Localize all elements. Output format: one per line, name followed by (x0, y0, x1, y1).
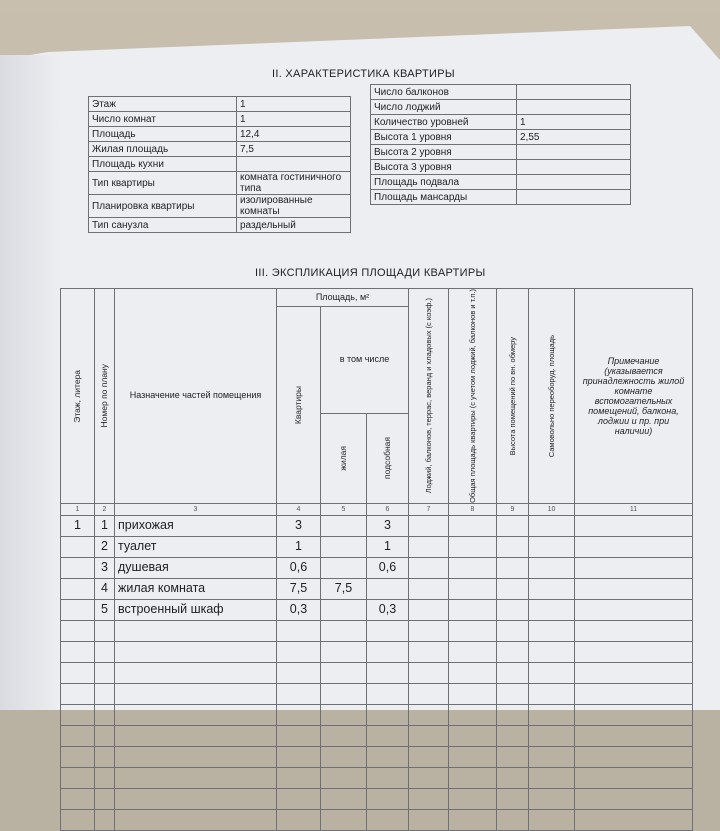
table-row (61, 662, 693, 683)
cell-empty (529, 704, 575, 725)
characteristic-label: Высота 1 уровня (371, 130, 517, 145)
characteristic-value: 2,55 (517, 130, 631, 145)
cell-empty (575, 599, 693, 620)
section3-title: III. ЭКСПЛИКАЦИЯ ПЛОЩАДИ КВАРТИРЫ (255, 267, 486, 279)
cell-plan-number: 4 (95, 578, 115, 599)
header-loggia: Лоджий, балконов, террас, веранд и хладовых (с коэф.) (409, 289, 449, 504)
characteristic-value: комната гостиничного типа (237, 172, 351, 195)
cell-auxiliary-area (367, 578, 409, 599)
table-row (61, 767, 693, 788)
cell-empty (529, 746, 575, 767)
cell-empty (367, 746, 409, 767)
characteristic-label: Площадь мансарды (371, 190, 517, 205)
characteristic-row (371, 115, 631, 130)
column-index-cell: 4 (277, 503, 321, 515)
characteristic-row (371, 145, 631, 160)
cell-empty (575, 662, 693, 683)
cell-empty (367, 788, 409, 809)
characteristic-row (89, 157, 351, 172)
cell-empty (367, 662, 409, 683)
cell-empty (529, 536, 575, 557)
characteristic-label: Площадь кухни (89, 157, 237, 172)
cell-empty (575, 557, 693, 578)
cell-apartment-area: 3 (277, 515, 321, 536)
cell-empty (575, 536, 693, 557)
characteristic-value (517, 175, 631, 190)
cell-empty (321, 704, 367, 725)
characteristic-value (517, 160, 631, 175)
header-purpose: Назначение частей помещения (115, 289, 277, 504)
cell-empty (61, 725, 95, 746)
cell-floor (61, 557, 95, 578)
cell-empty (95, 704, 115, 725)
characteristic-label: Площадь (89, 127, 237, 142)
characteristic-row (89, 195, 351, 218)
header-note: Примечание (указывается принадлежность жилой комнате вспомогательных помещений, балкона, лоджии и пр. при наличии) (575, 289, 693, 504)
header-living: жилая (321, 413, 367, 503)
characteristic-row (371, 190, 631, 205)
column-index-cell: 10 (529, 503, 575, 515)
cell-empty (367, 704, 409, 725)
cell-apartment-area: 1 (277, 536, 321, 557)
cell-living-area (321, 599, 367, 620)
characteristic-row (89, 97, 351, 112)
cell-empty (575, 725, 693, 746)
cell-empty (449, 620, 497, 641)
cell-empty (529, 515, 575, 536)
cell-empty (115, 662, 277, 683)
cell-empty (115, 809, 277, 830)
characteristic-row (89, 112, 351, 127)
cell-floor (61, 599, 95, 620)
column-index-cell: 9 (497, 503, 529, 515)
cell-empty (529, 641, 575, 662)
characteristic-value (517, 100, 631, 115)
column-index-cell: 1 (61, 503, 95, 515)
cell-empty (409, 683, 449, 704)
cell-empty (497, 515, 529, 536)
characteristic-label: Число балконов (371, 85, 517, 100)
characteristic-value (517, 145, 631, 160)
column-index-cell: 6 (367, 503, 409, 515)
cell-auxiliary-area: 0,6 (367, 557, 409, 578)
cell-empty (61, 809, 95, 830)
cell-empty (575, 767, 693, 788)
cell-floor (61, 578, 95, 599)
cell-empty (409, 620, 449, 641)
section2-title: II. ХАРАКТЕРИСТИКА КВАРТИРЫ (272, 68, 455, 80)
cell-empty (409, 809, 449, 830)
cell-living-area: 7,5 (321, 578, 367, 599)
cell-empty (529, 599, 575, 620)
cell-empty (575, 788, 693, 809)
cell-empty (575, 683, 693, 704)
cell-empty (497, 788, 529, 809)
characteristic-label: Этаж (89, 97, 237, 112)
cell-empty (367, 809, 409, 830)
cell-apartment-area: 7,5 (277, 578, 321, 599)
cell-empty (321, 767, 367, 788)
cell-empty (497, 767, 529, 788)
cell-empty (115, 704, 277, 725)
cell-empty (321, 725, 367, 746)
characteristic-value: изолированные комнаты (237, 195, 351, 218)
cell-empty (529, 788, 575, 809)
characteristic-row (89, 218, 351, 233)
cell-empty (575, 578, 693, 599)
cell-empty (497, 620, 529, 641)
cell-empty (61, 683, 95, 704)
cell-empty (449, 683, 497, 704)
cell-purpose: жилая комната (115, 578, 277, 599)
table-row (61, 536, 693, 557)
cell-empty (449, 725, 497, 746)
cell-empty (409, 746, 449, 767)
cell-empty (277, 704, 321, 725)
cell-empty (95, 641, 115, 662)
cell-empty (321, 683, 367, 704)
cell-empty (367, 641, 409, 662)
characteristic-row (371, 130, 631, 145)
cell-empty (449, 515, 497, 536)
characteristic-label: Тип квартиры (89, 172, 237, 195)
cell-empty (277, 641, 321, 662)
cell-empty (367, 683, 409, 704)
cell-empty (95, 683, 115, 704)
cell-empty (575, 746, 693, 767)
cell-empty (529, 620, 575, 641)
cell-empty (61, 746, 95, 767)
cell-empty (449, 662, 497, 683)
cell-empty (449, 746, 497, 767)
table-row (61, 557, 693, 578)
cell-empty (409, 641, 449, 662)
cell-empty (95, 746, 115, 767)
cell-living-area (321, 536, 367, 557)
cell-living-area (321, 515, 367, 536)
cell-empty (409, 662, 449, 683)
apartment-characteristics-left (88, 96, 351, 233)
characteristic-label: Площадь подвала (371, 175, 517, 190)
page-fold-shadow (0, 55, 60, 710)
column-index-cell: 2 (95, 503, 115, 515)
header-including: в том числе (321, 307, 409, 414)
characteristic-row (371, 100, 631, 115)
cell-empty (409, 557, 449, 578)
cell-empty (95, 662, 115, 683)
characteristic-value: 12,4 (237, 127, 351, 142)
table-row (61, 809, 693, 830)
cell-empty (409, 578, 449, 599)
cell-empty (497, 746, 529, 767)
table-row (61, 620, 693, 641)
cell-purpose: встроенный шкаф (115, 599, 277, 620)
cell-empty (61, 767, 95, 788)
cell-empty (449, 599, 497, 620)
characteristic-label: Тип санузла (89, 218, 237, 233)
cell-apartment-area: 0,3 (277, 599, 321, 620)
cell-empty (409, 704, 449, 725)
cell-empty (449, 809, 497, 830)
cell-plan-number: 1 (95, 515, 115, 536)
cell-empty (529, 767, 575, 788)
cell-empty (61, 620, 95, 641)
header-floor: Этаж, литера (61, 289, 95, 504)
characteristic-value: 1 (517, 115, 631, 130)
cell-empty (529, 578, 575, 599)
characteristic-value (237, 157, 351, 172)
cell-empty (575, 515, 693, 536)
cell-living-area (321, 557, 367, 578)
cell-empty (497, 662, 529, 683)
cell-empty (61, 788, 95, 809)
header-self-built: Самовольно переоборуд. площадь (529, 289, 575, 504)
characteristic-value: 1 (237, 112, 351, 127)
table-row (61, 578, 693, 599)
cell-empty (277, 620, 321, 641)
cell-empty (115, 746, 277, 767)
cell-plan-number: 3 (95, 557, 115, 578)
cell-purpose: туалет (115, 536, 277, 557)
cell-empty (529, 557, 575, 578)
characteristic-row (89, 127, 351, 142)
cell-empty (449, 536, 497, 557)
cell-empty (115, 620, 277, 641)
cell-empty (409, 536, 449, 557)
cell-empty (321, 746, 367, 767)
characteristic-value (517, 85, 631, 100)
characteristic-row (89, 142, 351, 157)
cell-empty (409, 599, 449, 620)
cell-empty (115, 788, 277, 809)
cell-empty (95, 788, 115, 809)
header-area: Площадь, м² (277, 289, 409, 307)
characteristic-label: Планировка квартиры (89, 195, 237, 218)
cell-floor (61, 536, 95, 557)
cell-empty (277, 809, 321, 830)
area-explication-table (60, 288, 693, 831)
characteristic-label: Число лоджий (371, 100, 517, 115)
cell-empty (529, 725, 575, 746)
cell-empty (115, 767, 277, 788)
column-index-cell: 11 (575, 503, 693, 515)
cell-empty (367, 725, 409, 746)
cell-empty (449, 557, 497, 578)
cell-empty (61, 704, 95, 725)
cell-empty (409, 725, 449, 746)
characteristic-value: 7,5 (237, 142, 351, 157)
table-row (61, 746, 693, 767)
cell-empty (367, 767, 409, 788)
cell-empty (497, 557, 529, 578)
cell-empty (497, 725, 529, 746)
header-total-area: Общая площадь квартиры (с учетом лоджий, балконов и т.п.) (449, 289, 497, 504)
cell-empty (529, 662, 575, 683)
column-index-cell: 3 (115, 503, 277, 515)
cell-empty (321, 788, 367, 809)
cell-plan-number: 2 (95, 536, 115, 557)
cell-empty (497, 704, 529, 725)
cell-purpose: душевая (115, 557, 277, 578)
cell-auxiliary-area: 0,3 (367, 599, 409, 620)
column-index-cell: 7 (409, 503, 449, 515)
cell-empty (497, 641, 529, 662)
cell-empty (497, 536, 529, 557)
table-row (61, 788, 693, 809)
cell-empty (449, 641, 497, 662)
characteristic-label: Количество уровней (371, 115, 517, 130)
characteristic-value (517, 190, 631, 205)
cell-empty (277, 746, 321, 767)
cell-floor: 1 (61, 515, 95, 536)
table-row (61, 515, 693, 536)
cell-auxiliary-area: 1 (367, 536, 409, 557)
cell-empty (277, 725, 321, 746)
cell-apartment-area: 0,6 (277, 557, 321, 578)
characteristic-row (371, 85, 631, 100)
cell-empty (529, 683, 575, 704)
table-row (61, 725, 693, 746)
cell-empty (61, 662, 95, 683)
cell-empty (277, 767, 321, 788)
cell-empty (115, 683, 277, 704)
characteristic-value: раздельный (237, 218, 351, 233)
cell-empty (497, 809, 529, 830)
cell-empty (367, 620, 409, 641)
cell-empty (61, 641, 95, 662)
cell-empty (277, 788, 321, 809)
cell-purpose: прихожая (115, 515, 277, 536)
cell-empty (95, 725, 115, 746)
cell-empty (497, 683, 529, 704)
table-row (61, 599, 693, 620)
characteristic-row (371, 175, 631, 190)
cell-empty (95, 620, 115, 641)
cell-empty (497, 578, 529, 599)
cell-empty (409, 767, 449, 788)
cell-empty (321, 620, 367, 641)
cell-empty (409, 515, 449, 536)
header-apartment: Квартиры (277, 307, 321, 504)
characteristic-label: Высота 3 уровня (371, 160, 517, 175)
cell-empty (449, 767, 497, 788)
cell-plan-number: 5 (95, 599, 115, 620)
cell-empty (575, 809, 693, 830)
cell-empty (575, 620, 693, 641)
header-plan-number: Номер по плану (95, 289, 115, 504)
document-body (60, 58, 700, 708)
cell-empty (449, 578, 497, 599)
characteristic-label: Высота 2 уровня (371, 145, 517, 160)
cell-empty (115, 725, 277, 746)
cell-empty (95, 767, 115, 788)
cell-empty (409, 788, 449, 809)
cell-empty (449, 788, 497, 809)
cell-empty (277, 662, 321, 683)
cell-empty (497, 599, 529, 620)
column-index-cell: 5 (321, 503, 367, 515)
characteristic-value: 1 (237, 97, 351, 112)
header-auxiliary: подсобная (367, 413, 409, 503)
characteristic-row (371, 160, 631, 175)
cell-empty (529, 809, 575, 830)
column-index-row (61, 503, 693, 515)
cell-empty (277, 683, 321, 704)
cell-empty (575, 641, 693, 662)
cell-empty (115, 641, 277, 662)
column-index-cell: 8 (449, 503, 497, 515)
cell-empty (575, 704, 693, 725)
cell-empty (321, 662, 367, 683)
characteristic-row (89, 172, 351, 195)
header-height: Высота помещений по вн. обмеру (497, 289, 529, 504)
cell-auxiliary-area: 3 (367, 515, 409, 536)
cell-empty (95, 809, 115, 830)
table-row (61, 641, 693, 662)
table-row (61, 704, 693, 725)
cell-empty (321, 641, 367, 662)
characteristic-label: Жилая площадь (89, 142, 237, 157)
cell-empty (321, 809, 367, 830)
cell-empty (449, 704, 497, 725)
characteristic-label: Число комнат (89, 112, 237, 127)
apartment-characteristics-right (370, 84, 631, 205)
table-row (61, 683, 693, 704)
